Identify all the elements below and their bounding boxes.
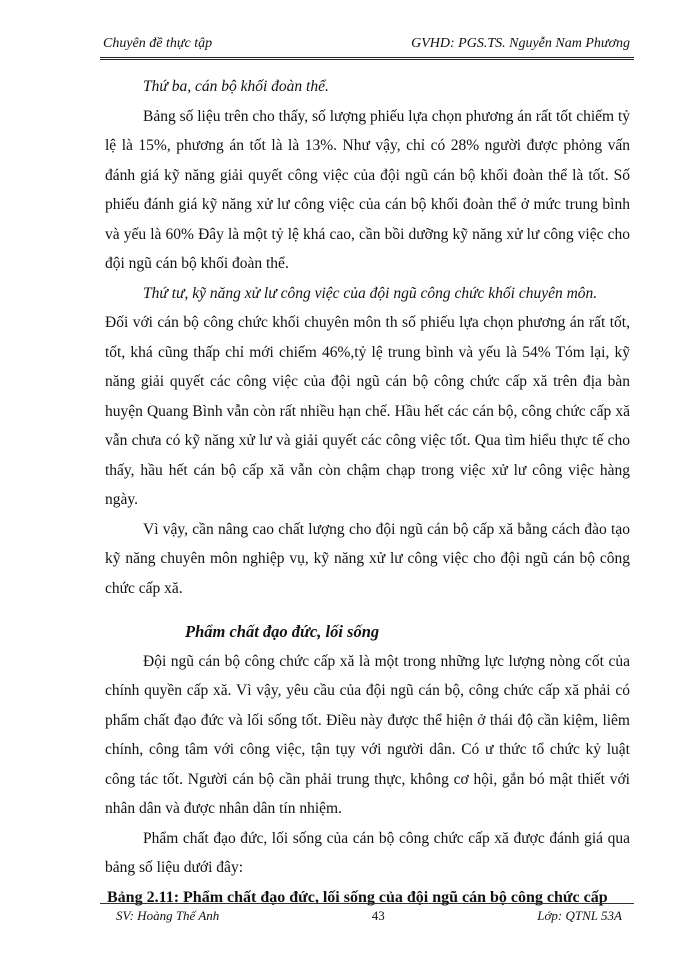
footer-rule	[100, 903, 634, 904]
paragraph-survey-analysis: Bảng số liệu trên cho thấy, số lượng phiếu lựa chọn phương án rất tốt chiếm tỷ lệ là 15%, phương án tốt là là 13%. Như vậy, chỉ có 28% người được phỏng vấn đánh giá kỹ năng giải quyết công việc của đội ngũ cán bộ khối đoàn thể là tốt. Số phiếu đánh giá kỹ năng xử lư công việc của cán bộ khối đoàn thể ở mức trung bình và yếu là 60% Đây là một tỷ lệ khá cao, cần bồi dưỡng kỹ năng xử lư công việc cho đội ngũ cán bộ khối đoàn thể.	[105, 107, 630, 272]
section-title: Phẩm chất đạo đức, lối sống	[185, 622, 380, 641]
paragraph-ethics-intro: Đội ngũ cán bộ công chức cấp xă là một trong những lực lượng nòng cốt của chính quyền cấp xă. Vì vậy, yêu cầu của đội ngũ cán bộ, công chức cấp xă phải có phẩm chất đạo đức và lối sống tốt. Điều này được thể hiện ở thái độ cần kiệm, liêm chính, công tâm với công việc, tận tụy với người dân. Có ư thức tổ chức kỷ luật công tác tốt. Người cán bộ cần phải trung thực, không cơ hội, gắn bó mật thiết với nhân dân và được nhân dân tín nhiệm.	[105, 652, 630, 817]
header-left: Chuyên đề thực tập	[103, 36, 213, 51]
paragraph-conclusion: Vì vậy, cần nâng cao chất lượng cho đội ngũ cán bộ cấp xă bằng cách đào tạo kỹ năng chuyên môn nghiệp vụ, kỹ năng xử lư công việc cho đội ngũ cán bộ công chức cấp xă.	[105, 520, 630, 597]
header-rule	[100, 57, 634, 60]
paragraph-third-group: Thứ ba, cán bộ khối đoàn thể.	[143, 78, 329, 95]
paragraph-ethics-table-intro: Phẩm chất đạo đức, lối sống của cán bộ công chức cấp xă được đánh giá qua bảng số liệu dưới đây:	[105, 829, 630, 876]
header-right: GVHD: PGS.TS. Nguyễn Nam Phương	[411, 36, 630, 51]
footer-student: SV: Hoàng Thế Anh	[116, 908, 220, 923]
footer-class: Lớp: QTNL 53A	[537, 908, 622, 923]
paragraph-fourth-group: Thứ tư, kỹ năng xử lư công việc của đội ngũ công chức khối chuyên môn.	[143, 284, 598, 302]
page-number: 43	[371, 908, 385, 923]
paragraph-specialist-analysis: Đối với cán bộ công chức khối chuyên môn th số phiếu lựa chọn phương án rất tốt, tốt, khá cũng thấp chỉ mới chiếm 46%,tỷ lệ trung bình và yếu là 54% Tóm lại, kỹ năng giải quyết các công việc của đội ngũ cán bộ công chức cấp xă trên địa bàn huyện Quang Bình vẫn còn rất nhiều hạn chế. Hầu hết các cán bộ, công chức cấp xă vẫn chưa có kỹ năng xử lư và giải quyết các công việc tốt. Qua tìm hiểu thực tế cho thấy, hầu hết cán bộ cấp xă vẫn còn chậm chạp trong việc xử lư công việc hàng ngày.	[105, 314, 630, 508]
page-footer	[116, 908, 622, 924]
table-caption: Bảng 2.11: Phẩm chất đạo đức, lối sống của đội ngũ cán bộ công chức cấp	[107, 888, 608, 906]
page-header	[103, 36, 630, 52]
document-body	[105, 72, 630, 912]
spacer	[105, 603, 630, 617]
